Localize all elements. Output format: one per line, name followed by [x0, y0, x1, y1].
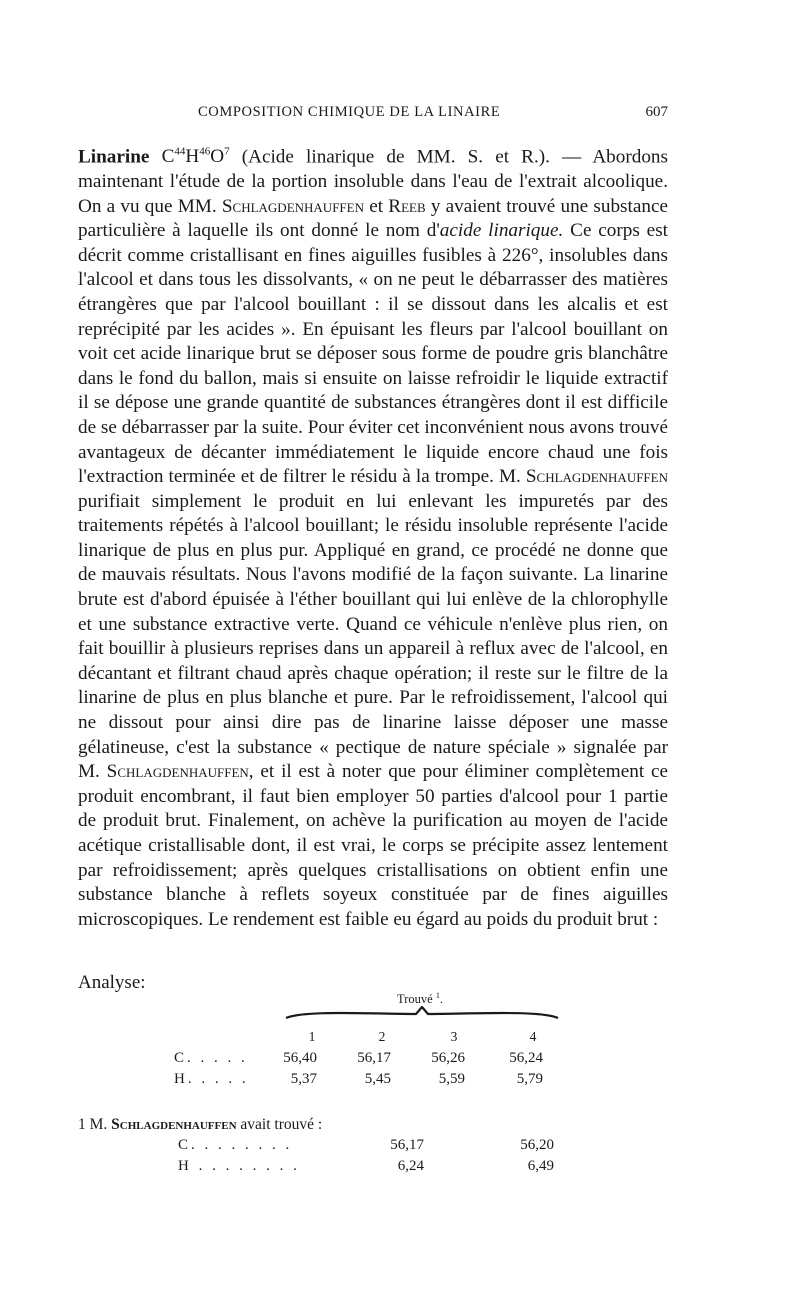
author-name: Schlagdenhauffen: [106, 761, 249, 783]
text-segment: y avaient trouvé une substance particulière à laquelle ils ont donné le nom d': [78, 195, 669, 242]
found-header: Trouvé $^1$.: [397, 991, 443, 1007]
text-segment: , et il est à noter que pour éliminer complètement ce produit encombrant, il faut bien employer 50 parties d'alcool pour 1 partie de produit brut. Finalement, on achève la purification au moyen de l'acide acétique cristallisable dont, il est vrai, le corps se précipite assez lentement par refroidissement; après quelques cristallisations on obtient enfin une substance blanche à reflets soyeux constituée par de fines aiguilles microscopiques. Le rendement est faible eu égard au poids du produit brut :: [78, 761, 668, 930]
footnote: 1 M. Schlagdenhauffen avait trouvé :: [78, 1116, 323, 1133]
author-name: Schlagdenhauffen: [525, 466, 668, 488]
author-name: Schlagdenhauffen: [111, 1116, 237, 1133]
main-paragraph: [78, 140, 668, 932]
column-header: 3: [450, 1029, 458, 1044]
text-segment: (Acide linarique de MM. S. et R.). — Abordons maintenant l'étude de la portion insoluble dans l'eau de l'extrait alcoolique. On a vu que MM.: [78, 146, 668, 217]
author-name: Schlagdenhauffen: [221, 195, 364, 217]
text-segment: et: [363, 195, 389, 217]
page-number: 607: [645, 104, 668, 120]
table-cell: 5,37: [290, 1071, 317, 1087]
table-cell: 56,40: [283, 1050, 317, 1066]
row-label-h: H. . . . .: [174, 1071, 249, 1087]
text-segment: purifiait simplement le produit en lui enlevant les impuretés par des traitements répétés à l'alcool bouillant; le résidu insoluble représente l'acide linarique de plus en plus pur. Appliqué en grand, ce procédé ne donne que de mauvais résultats. Nous l'avons modifié de la façon suivante. La linarine brute est d'abord épuisée à l'éther bouillant qui lui enlève de la chlorophylle et une substance extractive verte. Quand ce véhicule n'enlève plus rien, on fait bouillir à plusieurs reprises dans un appareil à reflux avec de l'alcool, en décantant et filtrant chaud après chaque opération; il reste sur le filtre de la linarine de plus en plus blanche et pure. Par le refroidissement, l'alcool qui ne dissout pour ainsi dire pas de linarine laisse déposer une masse gélatineuse, c'est la substance « pectique de nature spéciale » signalée par M.: [78, 490, 668, 783]
column-header: 2: [378, 1029, 386, 1044]
author-name: Reeb: [388, 195, 426, 217]
footnote-cell: 56,17: [390, 1137, 424, 1153]
text-segment: Ce corps est décrit comme cristallisant en fines aiguilles fusibles à 226°, insolubles dans l'alcool et dans tous les dissolvants, « on ne peut le débarrasser des matières étrangères que par l'alcool bouillant : il se dissout dans les alcalis et est reprécipité par les acides ». En épuisant les fleurs par l'alcool bouillant on voit cet acide linarique brut se déposer sous forme de poudre gris blanchâtre dans le fond du ballon, mais si ensuite on laisse refroidir le liquide extractif il se dépose une grande quantité de substances étrangères dont il est difficile de se débarrasser par la suite. Pour éviter cet inconvénient nous avons trouvé avantageux de décanter immédiatement le liquide encore chaud une fois l'extraction terminée et de filtrer le résidu à la trompe. M.: [78, 220, 668, 488]
footnote-cell: 6,49: [527, 1158, 554, 1174]
analyse-label: Analyse:: [78, 972, 146, 993]
footnote-cell: 56,20: [520, 1137, 554, 1153]
table-cell: 5,59: [438, 1071, 465, 1087]
brace-icon: [284, 1006, 560, 1022]
table-cell: 5,45: [364, 1071, 391, 1087]
running-title: COMPOSITION CHIMIQUE DE LA LINAIRE: [198, 104, 501, 120]
table-cell: 5,79: [516, 1071, 543, 1087]
column-header: 1: [308, 1029, 316, 1044]
chemical-formula: $C^{44}H^{46}O^7$: [161, 146, 230, 168]
table-cell: 56,26: [431, 1050, 465, 1066]
footnote-cell: 6,24: [397, 1158, 424, 1174]
footnote-row-label-h: H . . . . . . . .: [178, 1158, 300, 1174]
table-cell: 56,24: [509, 1050, 543, 1066]
footnote-row-label-c: C. . . . . . . .: [178, 1137, 293, 1153]
acid-name: acide linarique.: [439, 220, 564, 242]
running-header: [78, 104, 668, 126]
table-cell: 56,17: [357, 1050, 391, 1066]
footnote-marker: 1: [78, 1116, 86, 1133]
column-header: 4: [529, 1029, 537, 1044]
lead-word: Linarine: [78, 146, 150, 168]
row-label-c: C. . . . .: [174, 1050, 248, 1066]
